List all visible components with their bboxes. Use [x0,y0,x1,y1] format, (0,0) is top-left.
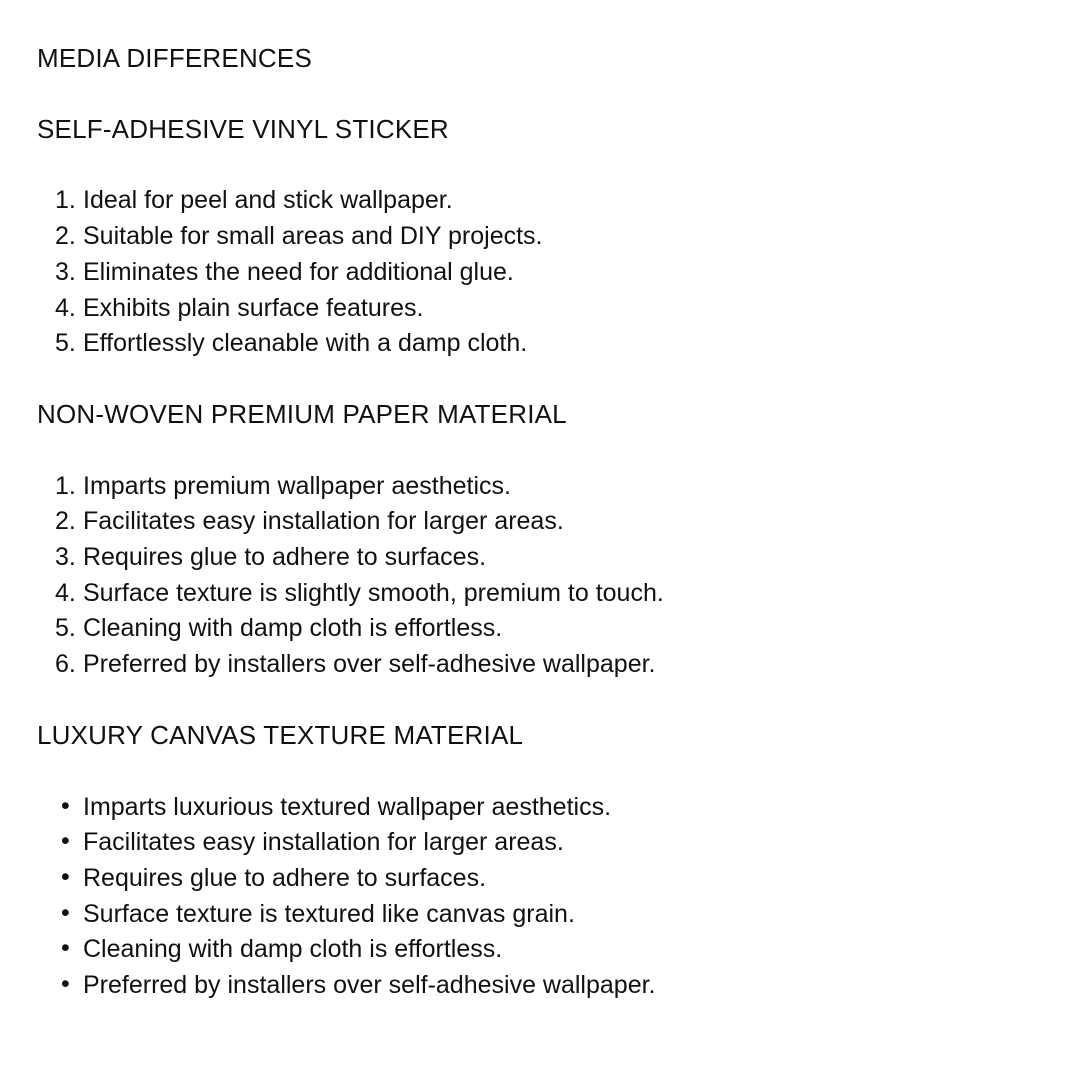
page-title: MEDIA DIFFERENCES [37,43,312,73]
section-luxury-canvas-texture [37,718,1040,1003]
list-item: • Surface texture is textured like canvas grain. [83,897,1040,933]
list-item: Effortlessly cleanable with a damp cloth. [83,329,528,358]
numbered-list [37,469,1040,683]
list-item: Requires glue to adhere to surfaces. [83,543,487,572]
list-item: Imparts premium wallpaper aesthetics. [83,471,511,500]
list-item: • Cleaning with damp cloth is effortless. [83,932,1040,968]
list-item: Facilitates easy installation for larger areas. [83,507,564,536]
section-self-adhesive-vinyl-sticker [37,112,1040,362]
list-item: • Requires glue to adhere to surfaces. [83,861,1040,897]
list-item: Suitable for small areas and DIY projects. [83,222,543,251]
list-item: • Preferred by installers over self-adhesive wallpaper. [83,968,1040,1004]
bulleted-list [37,790,1040,1004]
section-heading: NON-WOVEN PREMIUM PAPER MATERIAL [37,399,567,430]
list-item: Surface texture is slightly smooth, premium to touch. [83,578,664,607]
list-item: Exhibits plain surface features. [83,293,424,322]
section-heading: LUXURY CANVAS TEXTURE MATERIAL [37,720,524,751]
numbered-list [37,183,1040,362]
list-item: Ideal for peel and stick wallpaper. [83,186,453,215]
list-item: Eliminates the need for additional glue. [83,257,514,286]
list-item: Cleaning with damp cloth is effortless. [83,614,503,643]
list-item: • Imparts luxurious textured wallpaper aesthetics. [83,790,1040,826]
list-item: Preferred by installers over self-adhesive wallpaper. [83,650,656,679]
section-heading: SELF-ADHESIVE VINYL STICKER [37,114,449,145]
section-non-woven-premium-paper [37,397,1040,682]
list-item: • Facilitates easy installation for larger areas. [83,825,1040,861]
